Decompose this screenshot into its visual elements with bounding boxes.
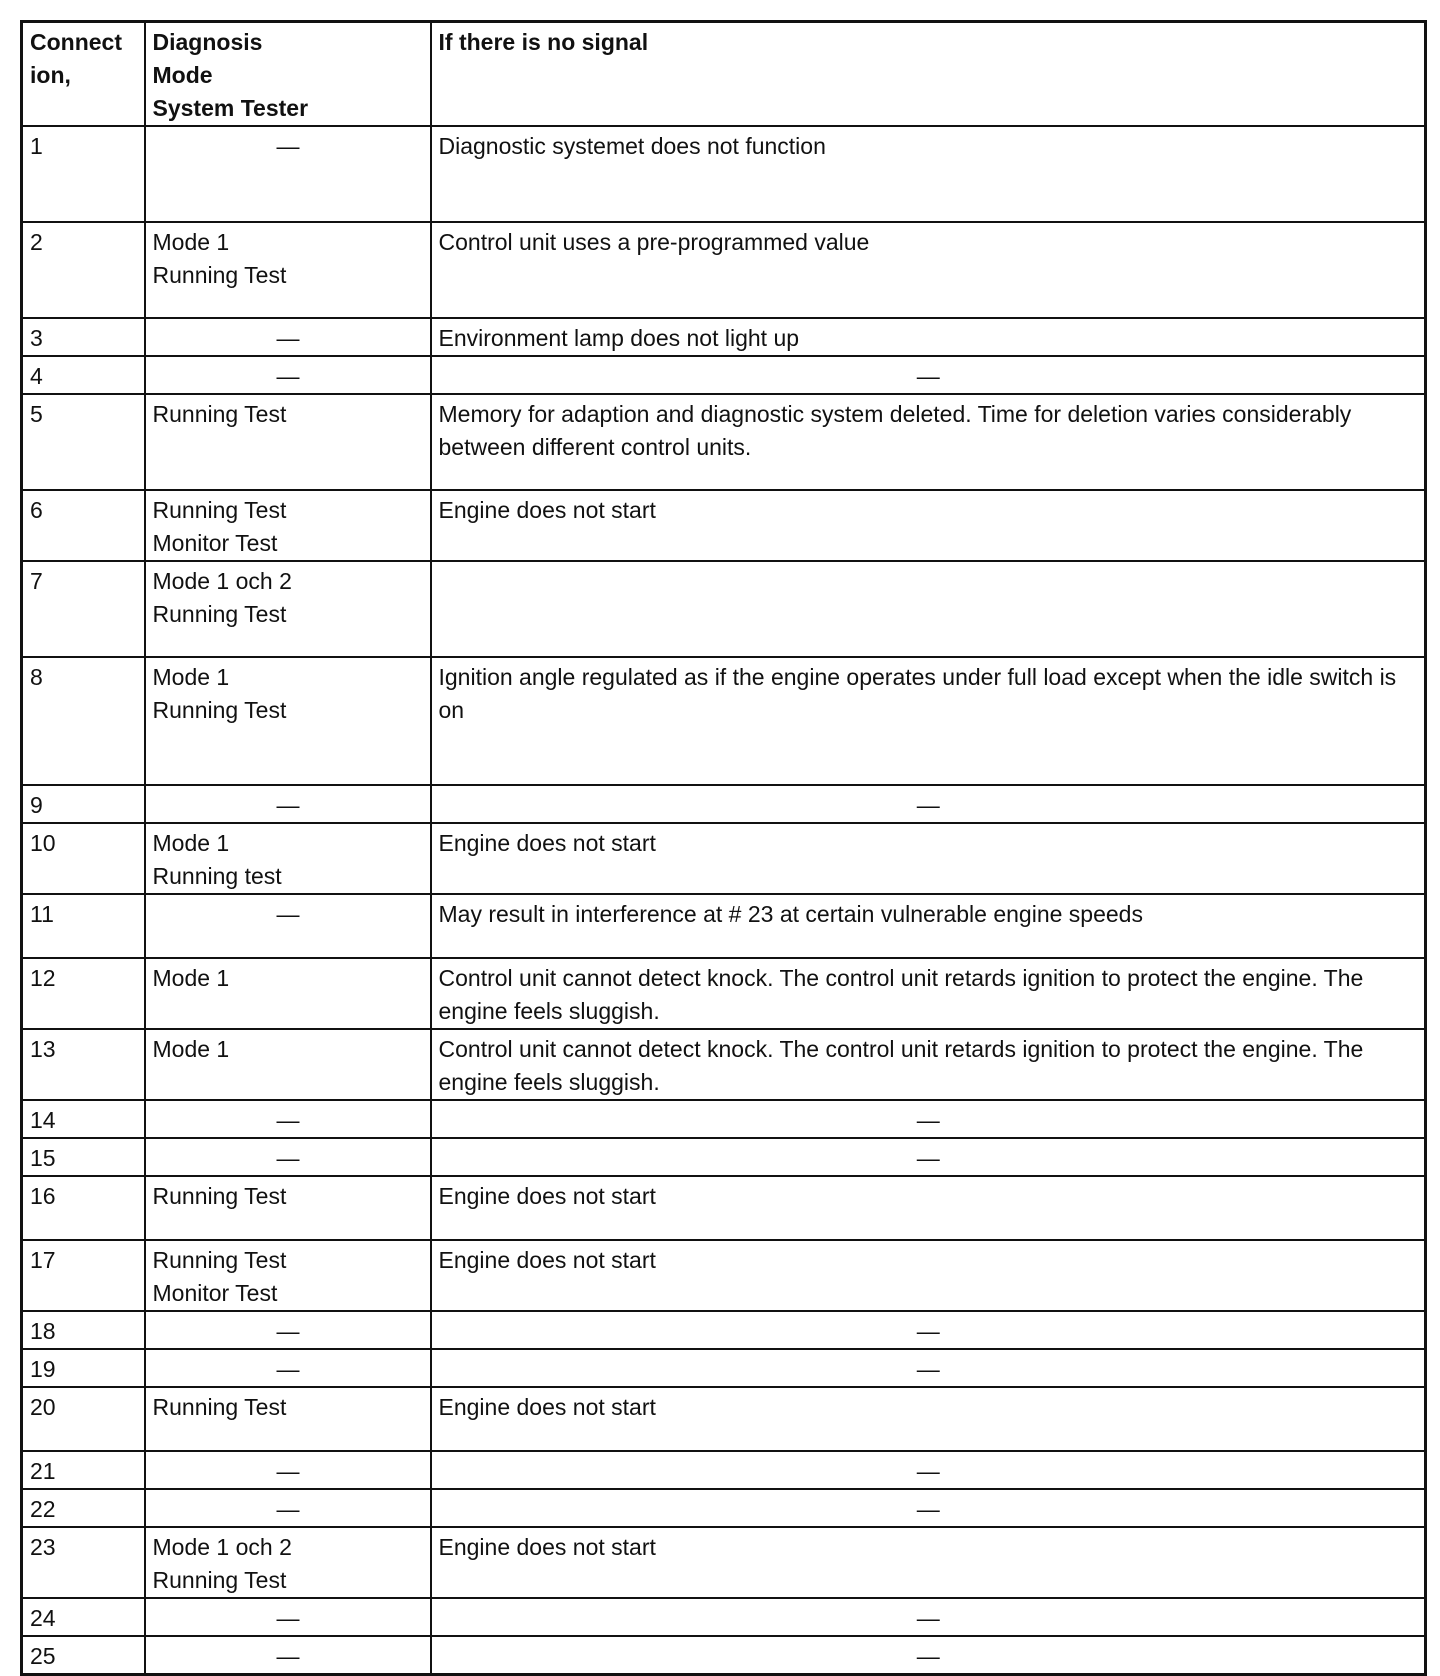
connection-number: 6 bbox=[22, 490, 145, 561]
header-no-signal: If there is no signal bbox=[431, 22, 1426, 127]
table-row bbox=[22, 1029, 1426, 1100]
diagnosis-mode: Mode 1 Running Test bbox=[145, 657, 431, 785]
diagnosis-mode: Running Test bbox=[145, 1387, 431, 1451]
no-signal-effect: — bbox=[431, 1451, 1426, 1489]
no-signal-effect: — bbox=[431, 1489, 1426, 1527]
header-connection: Connect ion, bbox=[22, 22, 145, 127]
connection-number: 25 bbox=[22, 1636, 145, 1675]
connection-number: 7 bbox=[22, 561, 145, 657]
no-signal-effect: May result in interference at # 23 at certain vulnerable engine speeds bbox=[431, 894, 1426, 958]
connection-number: 14 bbox=[22, 1100, 145, 1138]
table-row bbox=[22, 1240, 1426, 1311]
connection-number: 2 bbox=[22, 222, 145, 318]
connection-number: 11 bbox=[22, 894, 145, 958]
table-row bbox=[22, 823, 1426, 894]
diagnosis-mode: — bbox=[145, 1100, 431, 1138]
no-signal-effect: — bbox=[431, 1636, 1426, 1675]
no-signal-effect: — bbox=[431, 1138, 1426, 1176]
connection-number: 9 bbox=[22, 785, 145, 823]
table-row bbox=[22, 785, 1426, 823]
table-row bbox=[22, 958, 1426, 1029]
diagnosis-mode: Mode 1 bbox=[145, 1029, 431, 1100]
table-row bbox=[22, 1598, 1426, 1636]
diagnosis-connection-table bbox=[20, 20, 1427, 1676]
connection-number: 17 bbox=[22, 1240, 145, 1311]
connection-number: 16 bbox=[22, 1176, 145, 1240]
diagnosis-mode: — bbox=[145, 894, 431, 958]
no-signal-effect: — bbox=[431, 785, 1426, 823]
table-row bbox=[22, 657, 1426, 785]
connection-number: 20 bbox=[22, 1387, 145, 1451]
table-row bbox=[22, 1349, 1426, 1387]
no-signal-effect: Diagnostic systemet does not function bbox=[431, 126, 1426, 222]
diagnosis-mode: Mode 1 Running Test bbox=[145, 222, 431, 318]
diagnosis-mode: Mode 1 bbox=[145, 958, 431, 1029]
connection-number: 24 bbox=[22, 1598, 145, 1636]
no-signal-effect: Ignition angle regulated as if the engine operates under full load except when the idle switch is on bbox=[431, 657, 1426, 785]
table-row bbox=[22, 1636, 1426, 1675]
diagnosis-mode: — bbox=[145, 1636, 431, 1675]
table-row bbox=[22, 894, 1426, 958]
table-row bbox=[22, 490, 1426, 561]
diagnosis-mode: — bbox=[145, 1349, 431, 1387]
table-row bbox=[22, 1527, 1426, 1598]
diagnosis-mode: — bbox=[145, 318, 431, 356]
connection-number: 10 bbox=[22, 823, 145, 894]
no-signal-effect: — bbox=[431, 1100, 1426, 1138]
connection-number: 12 bbox=[22, 958, 145, 1029]
diagnosis-mode: Mode 1 Running test bbox=[145, 823, 431, 894]
table-row bbox=[22, 1311, 1426, 1349]
connection-number: 21 bbox=[22, 1451, 145, 1489]
diagnosis-mode: — bbox=[145, 1598, 431, 1636]
connection-number: 1 bbox=[22, 126, 145, 222]
diagnosis-mode: Mode 1 och 2 Running Test bbox=[145, 561, 431, 657]
no-signal-effect: — bbox=[431, 356, 1426, 394]
table-row bbox=[22, 561, 1426, 657]
no-signal-effect: Control unit uses a pre-programmed value bbox=[431, 222, 1426, 318]
no-signal-effect: Engine does not start bbox=[431, 1527, 1426, 1598]
table-row bbox=[22, 1451, 1426, 1489]
connection-number: 23 bbox=[22, 1527, 145, 1598]
no-signal-effect: — bbox=[431, 1311, 1426, 1349]
diagnosis-mode: Mode 1 och 2 Running Test bbox=[145, 1527, 431, 1598]
table-row bbox=[22, 318, 1426, 356]
no-signal-effect: Engine does not start bbox=[431, 1176, 1426, 1240]
diagnosis-mode: Running Test bbox=[145, 394, 431, 490]
table-row bbox=[22, 1100, 1426, 1138]
no-signal-effect: Engine does not start bbox=[431, 1387, 1426, 1451]
connection-number: 18 bbox=[22, 1311, 145, 1349]
no-signal-effect: Control unit cannot detect knock. The control unit retards ignition to protect the engine. The engine feels sluggish. bbox=[431, 958, 1426, 1029]
diagnosis-mode: — bbox=[145, 785, 431, 823]
diagnosis-mode: — bbox=[145, 1138, 431, 1176]
no-signal-effect: Environment lamp does not light up bbox=[431, 318, 1426, 356]
connection-number: 19 bbox=[22, 1349, 145, 1387]
diagnosis-mode: — bbox=[145, 356, 431, 394]
table-body bbox=[22, 126, 1426, 1675]
diagnosis-mode: Running Test Monitor Test bbox=[145, 490, 431, 561]
diagnosis-mode: — bbox=[145, 1451, 431, 1489]
table-row bbox=[22, 1138, 1426, 1176]
table-row bbox=[22, 222, 1426, 318]
connection-number: 22 bbox=[22, 1489, 145, 1527]
connection-number: 3 bbox=[22, 318, 145, 356]
table-row bbox=[22, 356, 1426, 394]
no-signal-effect bbox=[431, 561, 1426, 657]
connection-number: 8 bbox=[22, 657, 145, 785]
diagnosis-mode: — bbox=[145, 1489, 431, 1527]
no-signal-effect: Memory for adaption and diagnostic system deleted. Time for deletion varies considerably between different control units. bbox=[431, 394, 1426, 490]
diagnosis-mode: Running Test bbox=[145, 1176, 431, 1240]
header-diagnosis-mode: Diagnosis Mode System Tester bbox=[145, 22, 431, 127]
diagnosis-mode: — bbox=[145, 126, 431, 222]
table-row bbox=[22, 126, 1426, 222]
no-signal-effect: — bbox=[431, 1598, 1426, 1636]
no-signal-effect: Engine does not start bbox=[431, 1240, 1426, 1311]
table-row bbox=[22, 1176, 1426, 1240]
connection-number: 15 bbox=[22, 1138, 145, 1176]
table-row bbox=[22, 394, 1426, 490]
no-signal-effect: — bbox=[431, 1349, 1426, 1387]
diagnosis-mode: Running Test Monitor Test bbox=[145, 1240, 431, 1311]
no-signal-effect: Engine does not start bbox=[431, 490, 1426, 561]
connection-number: 5 bbox=[22, 394, 145, 490]
connection-number: 4 bbox=[22, 356, 145, 394]
connection-number: 13 bbox=[22, 1029, 145, 1100]
table-row bbox=[22, 1387, 1426, 1451]
no-signal-effect: Control unit cannot detect knock. The control unit retards ignition to protect the engine. The engine feels sluggish. bbox=[431, 1029, 1426, 1100]
no-signal-effect: Engine does not start bbox=[431, 823, 1426, 894]
table-row bbox=[22, 1489, 1426, 1527]
diagnosis-mode: — bbox=[145, 1311, 431, 1349]
table-header-row bbox=[22, 22, 1426, 127]
